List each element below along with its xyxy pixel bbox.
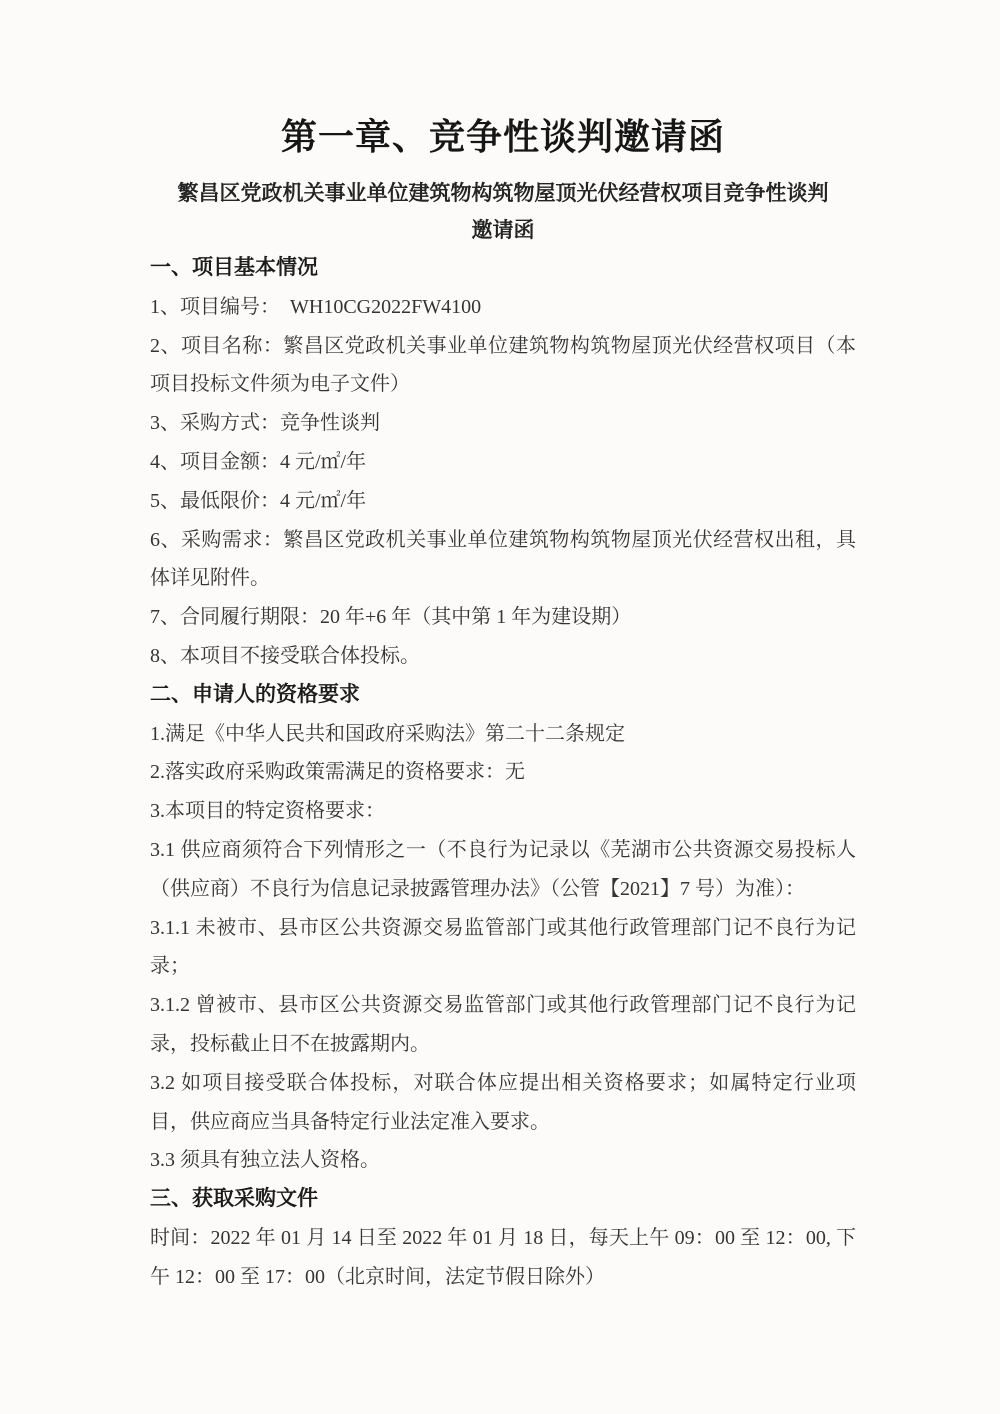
para-project-number: 1、项目编号： WH10CG2022FW4100 [150,295,482,318]
para-clause-3-1-2: 3.1.2 曾被市、县市区公共资源交易监管部门或其他行政管理部门记不良行为记录，投标截止日不在披露期内。 [150,994,856,1055]
para-qualification-policy: 2.落实政府采购政策需满足的资格要求：无 [150,761,525,784]
para-project-name: 2、项目名称：繁昌区党政机关事业单位建筑物构筑物屋顶光伏经营权项目（本项目投标文件须为电子文件） [150,334,856,396]
document-content [150,0,856,1297]
section-heading-obtain-documents: 三、获取采购文件 [150,1187,318,1211]
para-clause-3-2: 3.2 如项目接受联合体投标，对联合体应提出相关资格要求；如属特定行业项目，供应商应当具备特定行业法定准入要求。 [150,1071,856,1133]
section-heading-project-overview: 一、项目基本情况 [150,256,318,279]
document-subtitle-line-1: 繁昌区党政机关事业单位建筑物构筑物屋顶光伏经营权项目竞争性谈判 [177,182,829,205]
para-qualification-law: 1.满足《中华人民共和国政府采购法》第二十二条规定 [150,722,625,745]
document-subtitle [150,175,856,249]
para-procurement-requirement: 6、采购需求：繁昌区党政机关事业单位建筑物构筑物屋顶光伏经营权出租，具体详见附件。 [150,528,856,590]
para-minimum-price: 5、最低限价：4 元/㎡/年 [150,489,367,512]
para-contract-period: 7、合同履行期限：20 年+6 年（其中第 1 年为建设期） [150,606,632,629]
section-heading-applicant-qualifications: 二、申请人的资格要求 [150,682,360,706]
para-document-obtain-time: 时间：2022 年 01 月 14 日至 2022 年 01 月 18 日，每天上午 09：00 至 12：00, 下午 12：00 至 17：00（北京时间，法定节假日除外） [150,1226,856,1288]
document-subtitle-line-2: 邀请函 [471,219,535,242]
para-clause-3-3: 3.3 须具有独立法人资格。 [150,1149,380,1172]
para-clause-3-1-1: 3.1.1 未被市、县市区公共资源交易监管部门或其他行政管理部门记不良行为记录； [150,916,856,978]
para-no-consortium: 8、本项目不接受联合体投标。 [150,644,420,667]
para-qualification-specific: 3.本项目的特定资格要求： [150,800,385,823]
chapter-title: 第一章、竞争性谈判邀请函 [280,117,725,157]
para-project-amount: 4、项目金额：4 元/㎡/年 [150,450,367,473]
para-clause-3-1: 3.1 供应商须符合下列情形之一（不良行为记录以《芜湖市公共资源交易投标人（供应商）不良行为信息记录披露管理办法》（公管【2021】7 号）为准）： [150,838,856,900]
para-procurement-method: 3、采购方式：竞争性谈判 [150,412,380,435]
